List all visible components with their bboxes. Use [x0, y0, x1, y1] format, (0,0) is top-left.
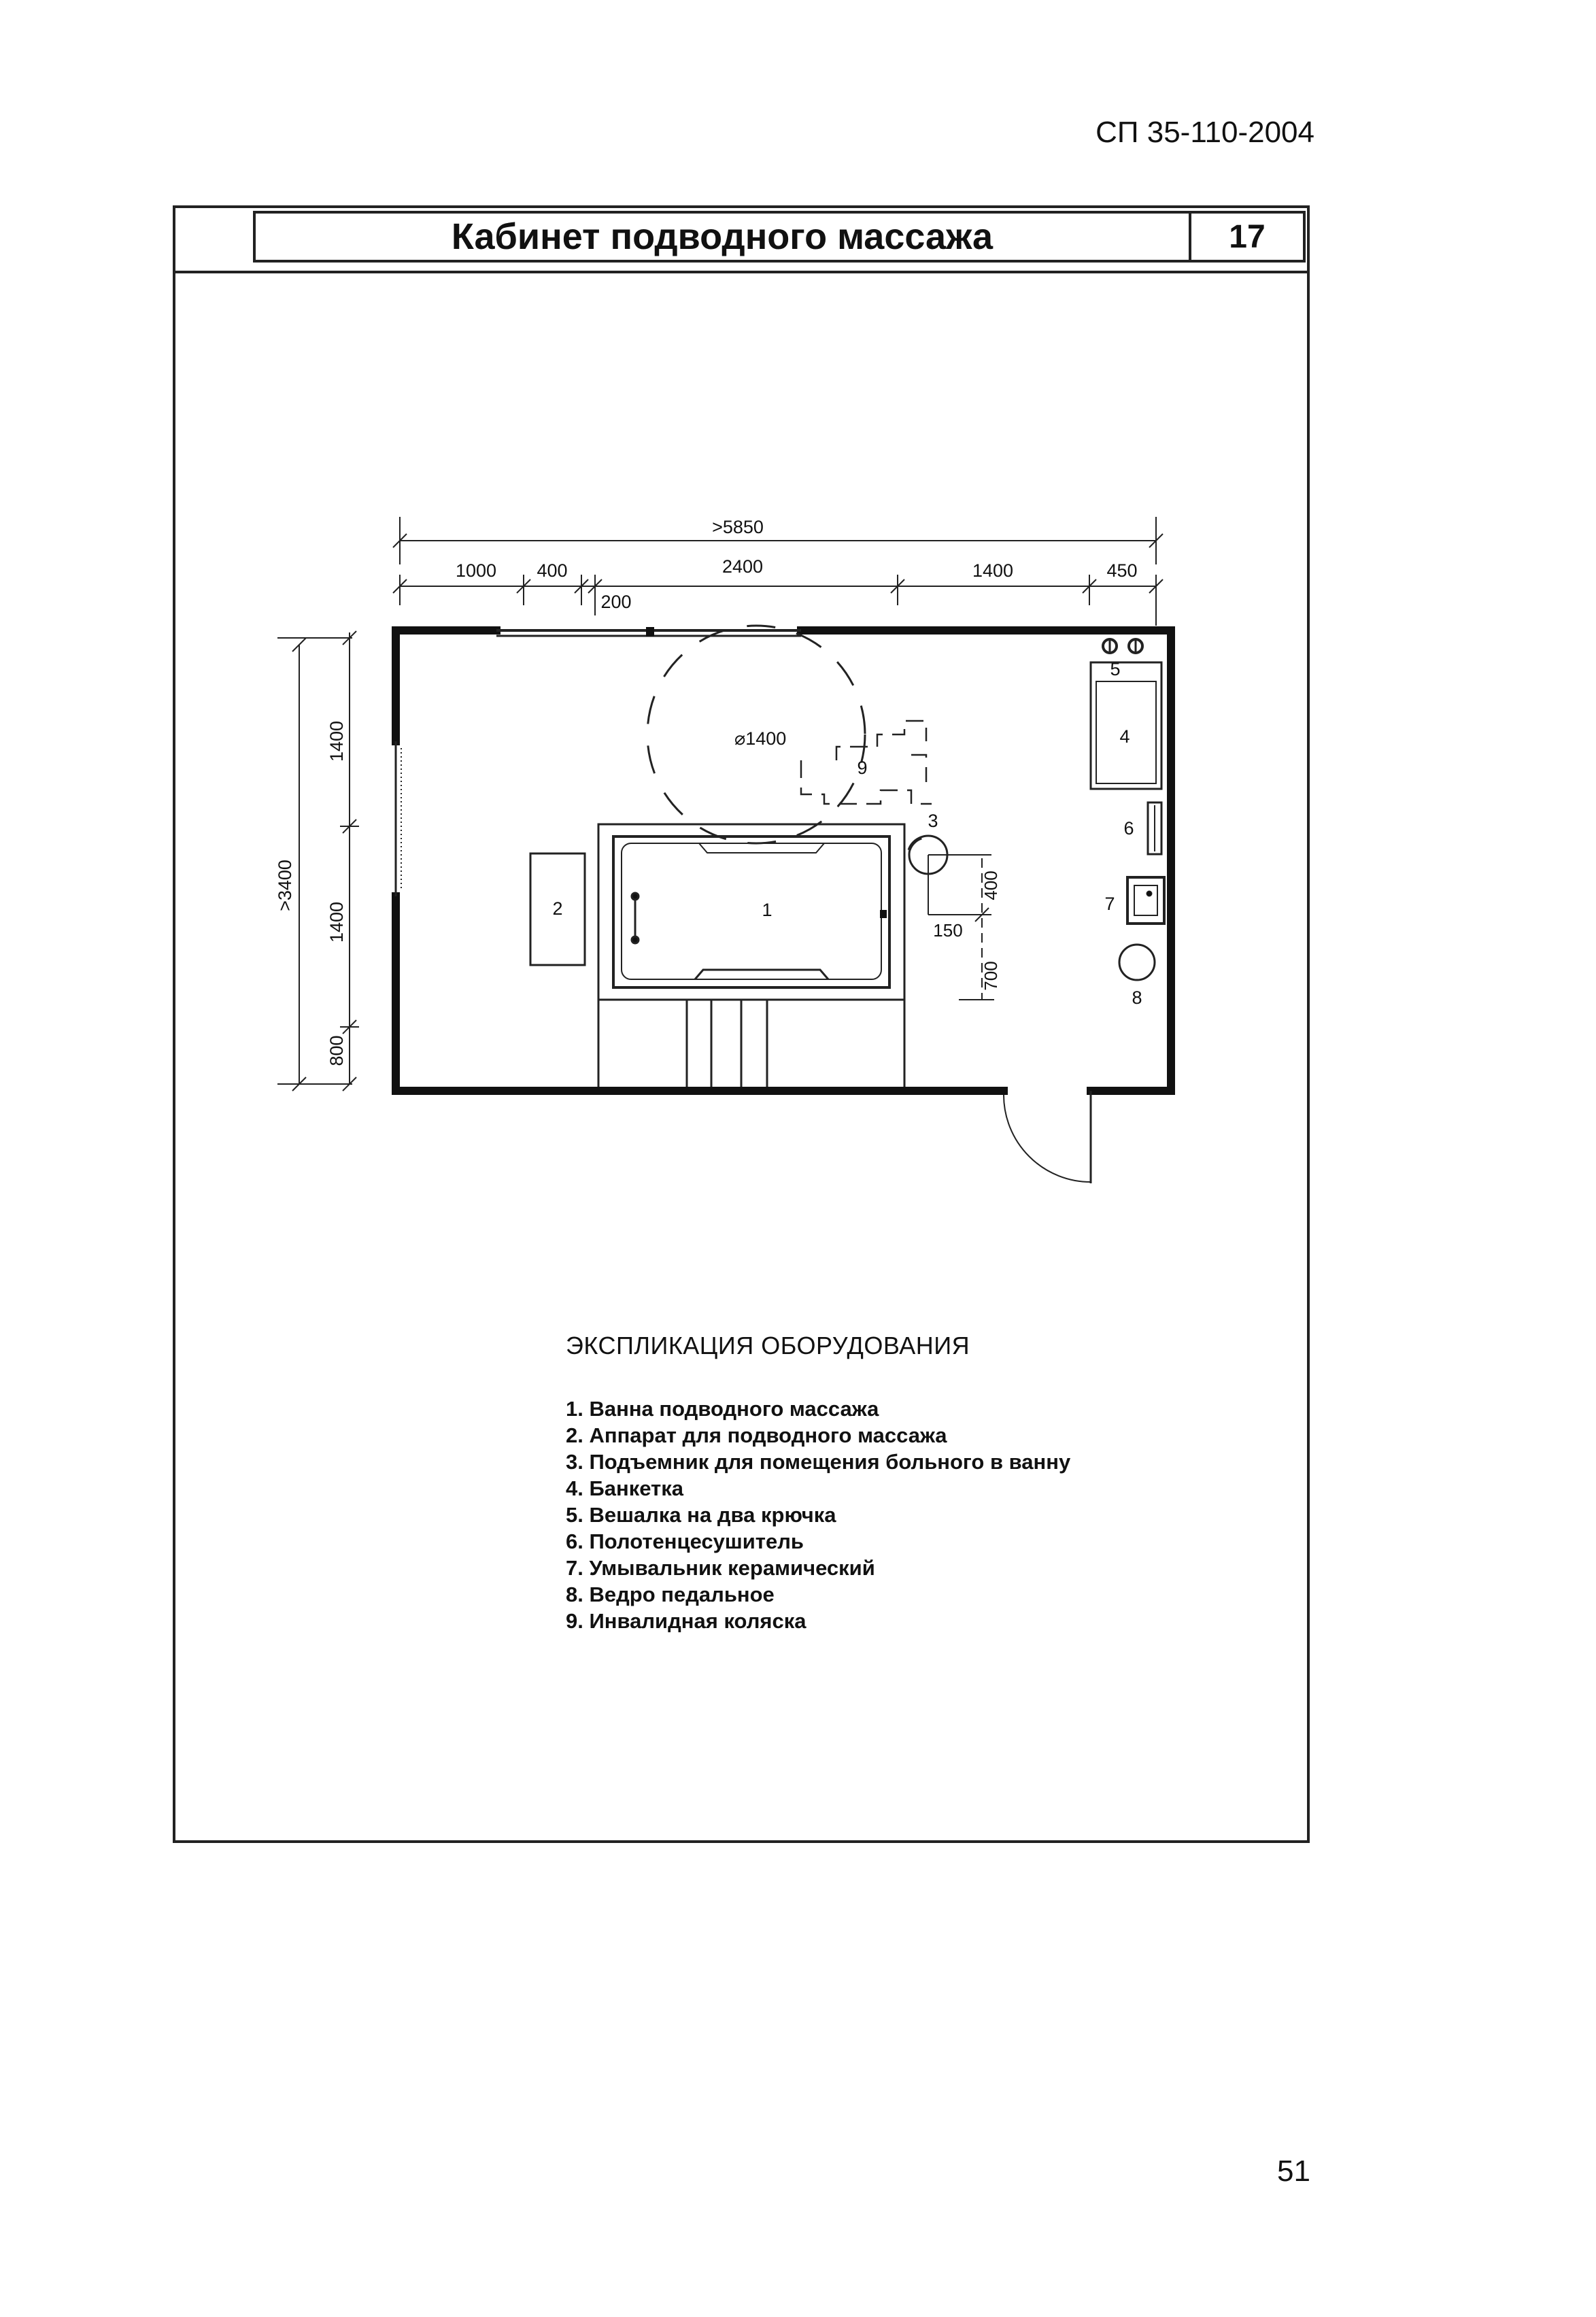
dim-overall-height: >3400 — [275, 860, 295, 911]
sheet-number: 17 — [1191, 211, 1306, 263]
legend-item: 9. Инвалидная коляска — [566, 1609, 807, 1633]
label-7: 7 — [1104, 894, 1115, 914]
label-3: 3 — [928, 811, 938, 831]
dim-2400: 2400 — [721, 556, 764, 577]
turning-circle-label: ⌀1400 — [734, 728, 787, 749]
legend-item: 2. Аппарат для подводного массажа — [566, 1423, 947, 1447]
legend-item: 7. Умывальник керамический — [566, 1556, 875, 1580]
bath-steps — [598, 1000, 904, 1087]
dim-200: 200 — [600, 592, 632, 612]
room-walls — [396, 630, 1171, 1091]
legend-item: 4. Банкетка — [566, 1476, 683, 1500]
dim-450: 450 — [1106, 560, 1138, 581]
label-9: 9 — [857, 758, 868, 778]
dim-150: 150 — [933, 920, 963, 941]
dim-700: 700 — [981, 961, 1001, 991]
legend-list — [566, 1396, 1178, 1634]
pedal-bin — [1119, 945, 1155, 980]
bench — [1091, 662, 1161, 789]
label-4: 4 — [1119, 726, 1130, 747]
dim-1400-top: 1400 — [972, 560, 1014, 581]
label-1: 1 — [762, 900, 772, 920]
dim-1400-left-b: 1400 — [326, 901, 347, 943]
towel-dryer — [1148, 802, 1161, 854]
document-code: СП 35-110-2004 — [1096, 116, 1314, 149]
dim-1000: 1000 — [455, 560, 497, 581]
dim-400-lift: 400 — [981, 870, 1001, 900]
dim-800: 800 — [326, 1035, 347, 1066]
legend-item: 8. Ведро педальное — [566, 1583, 775, 1606]
label-8: 8 — [1132, 987, 1142, 1008]
legend-item: 6. Полотенцесушитель — [566, 1529, 804, 1553]
coat-hanger — [1103, 639, 1142, 653]
legend-item: 3. Подъемник для помещения больного в ванну — [566, 1450, 1071, 1474]
page-number: 51 — [1277, 2154, 1310, 2188]
legend-item: 5. Вешалка на два крючка — [566, 1503, 836, 1527]
label-2: 2 — [552, 898, 563, 919]
label-6: 6 — [1123, 818, 1134, 839]
legend-item: 1. Ванна подводного массажа — [566, 1397, 879, 1421]
sheet-title: Кабинет подводного массажа — [253, 211, 1191, 263]
dim-overall-width: >5850 — [712, 517, 764, 537]
massage-bath — [598, 824, 904, 1000]
door — [1004, 1091, 1091, 1183]
dim-1400-left-a: 1400 — [326, 720, 347, 762]
top-dimensions — [393, 517, 1163, 626]
washbasin — [1127, 877, 1164, 924]
label-5: 5 — [1110, 659, 1121, 679]
equipment-legend — [566, 1332, 1178, 1634]
legend-title: ЭКСПЛИКАЦИЯ ОБОРУДОВАНИЯ — [566, 1332, 970, 1359]
dim-400-top: 400 — [537, 560, 568, 581]
